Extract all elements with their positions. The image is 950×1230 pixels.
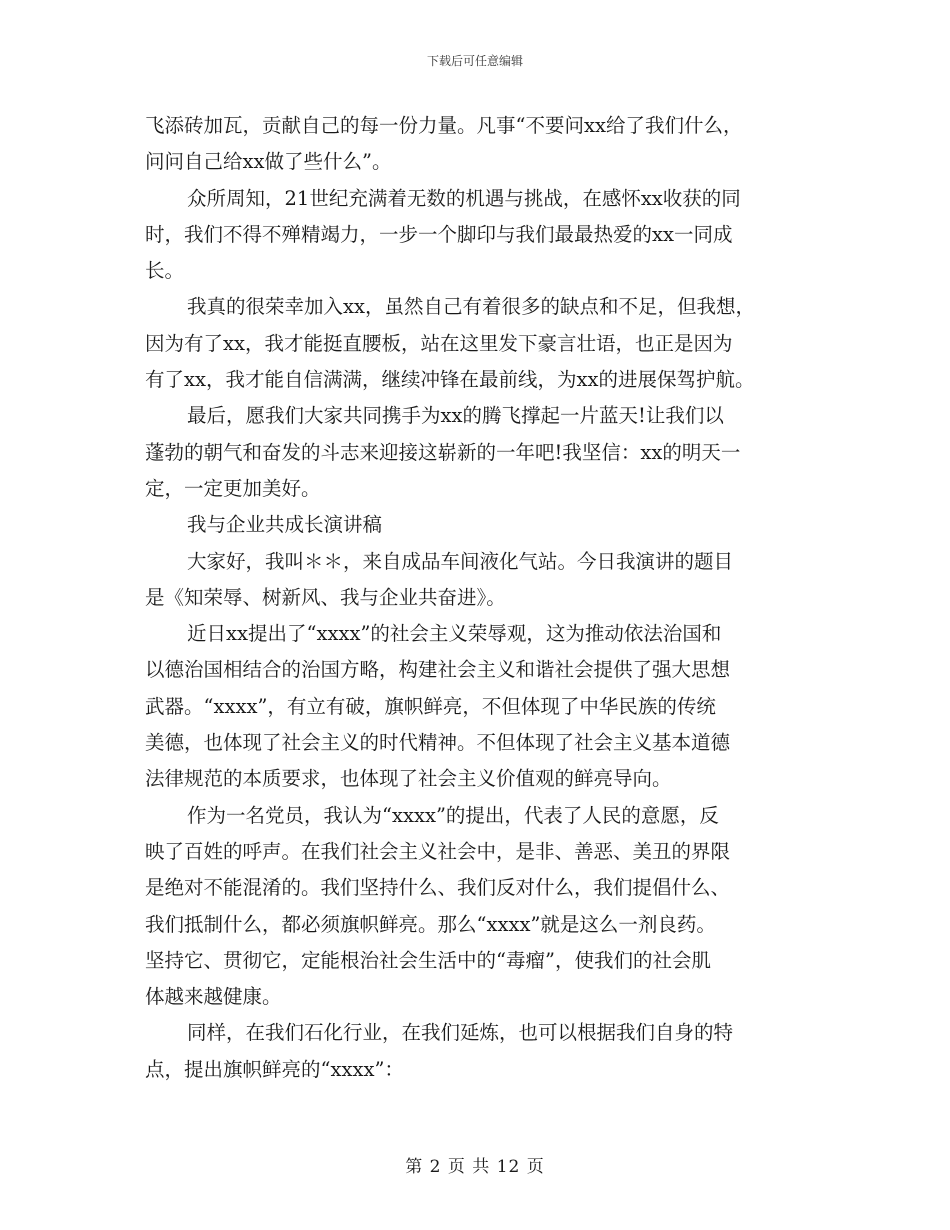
document-body (145, 108, 825, 1088)
text-line: 大家好，我叫＊＊，来自成品车间液化气站。今日我演讲的题目 (187, 549, 734, 573)
text-line: 因为有了xx，我才能挺直腰板，站在这里发下豪言壮语，也正是因为 (145, 331, 733, 355)
text-line: 蓬勃的朝气和奋发的斗志来迎接这崭新的一年吧!我坚信：xx的明天一 (145, 440, 741, 464)
text-line: 定，一定更加美好。 (145, 476, 321, 500)
text-line: 美德，也体现了社会主义的时代精神。不但体现了社会主义基本道德 (145, 731, 731, 755)
text-line: 有了xx，我才能自信满满，继续冲锋在最前线，为xx的进展保驾护航。 (145, 368, 755, 392)
text-line: 作为一名党员，我认为“xxxx”的提出，代表了人民的意愿，反 (187, 803, 719, 827)
text-line: 时，我们不得不殚精竭力，一步一个脚印与我们最最热爱的xx一同成 (145, 222, 733, 246)
text-line: 众所周知，21世纪充满着无数的机遇与挑战，在感怀xx收获的同 (187, 186, 741, 210)
text-line: 长。 (145, 259, 185, 283)
text-line: 我们抵制什么，都必须旗帜鲜亮。那么“xxxx”就是这么一剂良药。 (145, 912, 716, 936)
text-line: 同样，在我们石化行业，在我们延炼，也可以根据我们自身的特 (187, 1021, 734, 1045)
text-line: 坚持它、贯彻它，定能根治社会生活中的“毒瘤”，使我们的社会肌 (145, 948, 711, 972)
text-line: 法律规范的本质要求，也体现了社会主义价值观的鲜亮导向。 (145, 767, 672, 791)
text-line: 飞添砖加瓦，贡献自己的每一份力量。凡事“不要问xx给了我们什么， (145, 114, 743, 137)
text-line: 我与企业共成长演讲稿 (187, 513, 383, 537)
page-header: 下载后可任意编辑 (426, 54, 523, 68)
text-line: 映了百姓的呼声。在我们社会主义社会中，是非、善恶、美丑的界限 (145, 839, 731, 863)
text-line: 近日xx提出了“xxxx”的社会主义荣辱观，这为推动依法治国和 (187, 622, 722, 646)
page-footer: 第 2 页 共 12 页 (405, 1157, 545, 1177)
text-line: 是《知荣辱、树新风、我与企业共奋进》。 (145, 585, 506, 609)
text-line: 我真的很荣幸加入xx，虽然自己有着很多的缺点和不足，但我想， (187, 295, 755, 319)
text-line: 问问自己给xx做了些什么”。 (145, 150, 392, 174)
text-line: 以德治国相结合的治国方略，构建社会主义和谐社会提供了强大思想 (145, 658, 731, 682)
text-line: 武器。“xxxx”，有立有破，旗帜鲜亮，不但体现了中华民族的传统 (145, 694, 716, 718)
text-line: 最后，愿我们大家共同携手为xx的腾飞撑起一片蓝天!让我们以 (187, 404, 724, 428)
text-line: 是绝对不能混淆的。我们坚持什么、我们反对什么，我们提倡什么、 (145, 876, 731, 900)
text-line: 体越来越健康。 (145, 985, 282, 1009)
text-line: 点，提出旗帜鲜亮的“xxxx”： (145, 1057, 404, 1081)
